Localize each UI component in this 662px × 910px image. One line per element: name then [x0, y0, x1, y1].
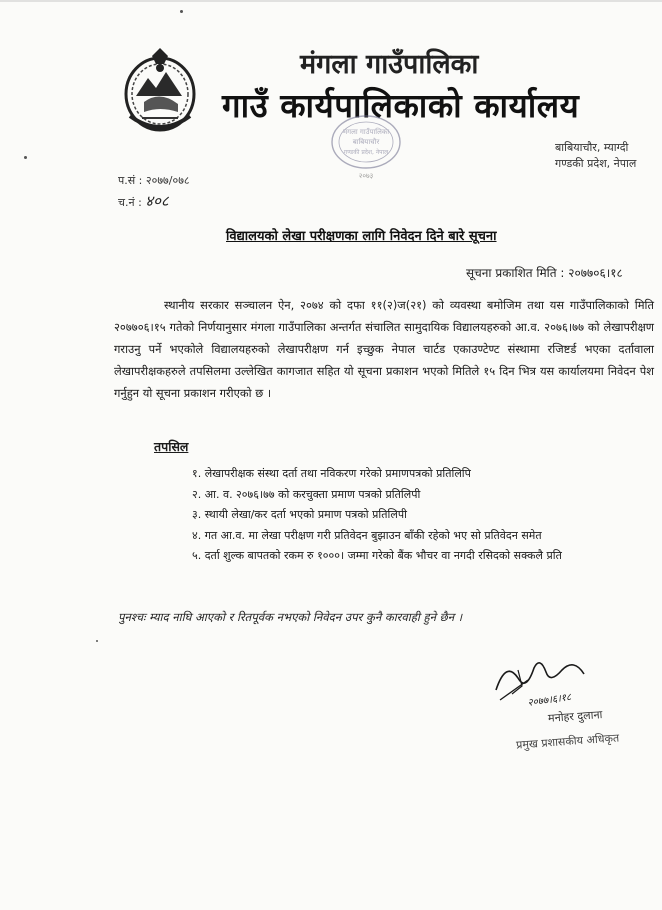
signatory-post: प्रमुख प्रशासकीय अधिकृत	[515, 731, 620, 752]
reference-label: प.सं :	[118, 174, 143, 187]
scan-speck	[24, 156, 27, 159]
address-line-2: गण्डकी प्रदेश, नेपाल	[555, 157, 637, 170]
list-item: ५. दर्ता शुल्क बापतको रकम रु १०००। जम्मा गरेको बैंक भौचर वा नगदी रसिदको सक्कलै प्रति	[192, 549, 562, 562]
list-item: ४. गत आ.व. मा लेखा परीक्षण गरी प्रतिवेदन बुझाउन बाँकी रहेको भए सो प्रतिवेदन समेत	[192, 528, 542, 542]
dispatch-number	[118, 191, 169, 211]
signatory-name: मनोहर दुलाना	[547, 708, 603, 725]
seal-text-3: गण्डकी प्रदेश, नेपाल	[343, 149, 389, 156]
seal-text-2: बाबियाचौर	[352, 138, 380, 146]
reference-number	[118, 173, 190, 188]
postscript-note: पुनश्चः म्याद नाघि आएको र रितपूर्वक नभएको निवेदन उपर कुनै कारवाही हुने छैन ।	[118, 610, 463, 624]
notice-subject: विद्यालयको लेखा परीक्षणका लागि निवेदन दिने बारे सूचना	[226, 229, 497, 244]
published-date: सूचना प्रकाशित मिति : २०७७०६।१८	[466, 266, 623, 280]
scan-speck	[180, 10, 183, 13]
list-item: ३. स्थायी लेखा/कर दर्ता भएको प्रमाण पत्रको प्रतिलिपी	[192, 508, 407, 521]
seal-year: २०७३	[358, 172, 374, 180]
dispatch-label: च.नं :	[118, 196, 142, 209]
list-item: १. लेखापरीक्षक संस्था दर्ता तथा नविकरण गरेको प्रमाणपत्रको प्रतिलिपि	[192, 467, 471, 480]
scan-speck	[96, 640, 98, 642]
dispatch-value: ४०८	[145, 192, 169, 210]
seal-text-1: मंगला गाउँपालिका	[342, 128, 390, 136]
office-title: गाउँ कार्यपालिकाको कार्यालय	[222, 86, 580, 125]
list-item: २. आ. व. २०७६।७७ को करचुक्ता प्रमाण पत्रको प्रतिलिपी	[192, 487, 421, 501]
scan-edge	[0, 0, 662, 2]
office-seal-stamp	[318, 112, 414, 182]
tapsil-list	[192, 464, 654, 567]
nepal-emblem-icon	[122, 46, 198, 134]
tapsil-heading: तपसिल	[154, 439, 189, 454]
address-line-1: बाबियाचौर, म्याग्दी	[555, 141, 629, 154]
reference-value: २०७७/०७८	[145, 174, 190, 187]
municipality-name: मंगला गाउँपालिका	[300, 49, 479, 80]
signature-date: २०७७।६।१८	[526, 691, 572, 709]
notice-body: स्थानीय सरकार सञ्चालन ऐन, २०७४ को दफा ११(२)ज(२१) को व्यवस्था बमोजिम तथा यस गाउँपालिकाको मिति २०७७०६।१५ गतेको निर्णयानुसार मंगला गाउँपालिका अन्तर्गत संचालित सामुदायिक विद्यालयहरुको आ.व. २०७६।७७ को लेखापरीक्षण गराउनु पर्ने भएकोले विद्यालयहरुको लेखापरीक्षण गर्न इच्छुक नेपाल चार्टड एकाउण्टेण्ट संस्थामा रजिष्टर्ड भएका दर्तावाला लेखापरीक्षकहरुले तपसिलमा उल्लेखित कागजात सहित यो सूचना प्रकाशन भएको मितिले १५ दिन भित्र यस कार्यालयमा निवेदन पेश गर्नुहुन यो सूचना प्रकाशन गरीएको छ ।	[114, 298, 654, 400]
